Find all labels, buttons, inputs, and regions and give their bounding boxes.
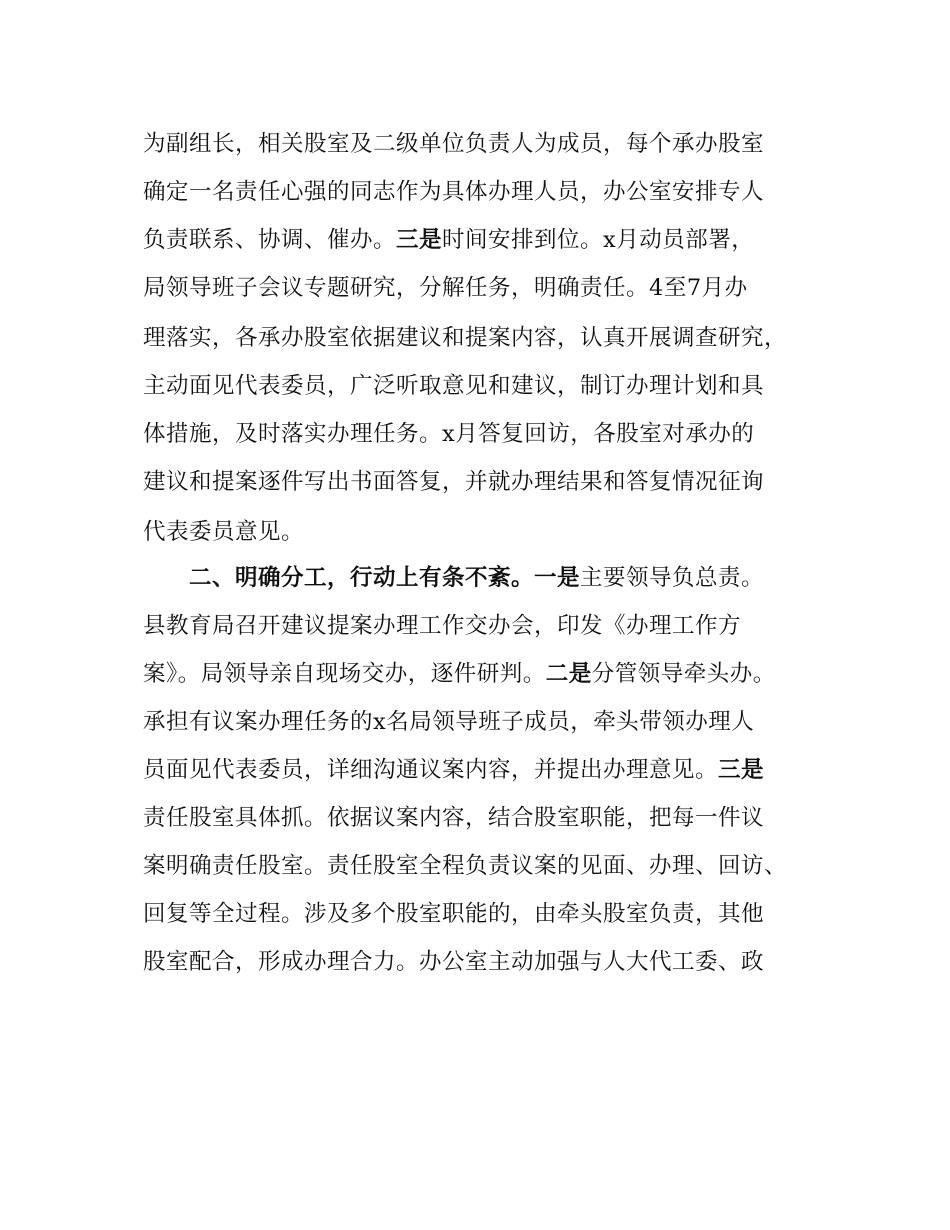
text-span: 确定一名责任心强的同志作为具体办理人员，办公室安排专人 xyxy=(143,179,765,205)
text-span: 理落实，各承办股室依据建议和提案内容，认真开展调查研究， xyxy=(143,325,788,351)
text-line xyxy=(143,606,741,646)
text-span: 承担有议案办理任务的x名局领导班子成员，牵头带领办理人 xyxy=(143,709,755,735)
text-span: 主要领导负总责。 xyxy=(580,565,765,591)
text-span: 回复等全过程。涉及多个股室职能的，由牵头股室负责，其他 xyxy=(143,901,765,927)
text-line xyxy=(143,798,764,838)
text-span: 县教育局召开建议提案办理工作交办会，印发《办理工作方 xyxy=(143,613,742,639)
section-heading-line xyxy=(189,558,764,598)
text-span: 案明确责任股室。责任股室全程负责议案的见面、办理、回访、 xyxy=(143,853,788,879)
section-heading: 二、明确分工，行动上有条不紊。一是 xyxy=(189,565,581,591)
text-span: 主动面见代表委员，广泛听取意见和建议，制订办理计划和具 xyxy=(143,373,765,399)
text-line xyxy=(143,846,787,886)
text-span: 负责联系、协调、催办。 xyxy=(143,227,397,253)
text-span: 代表委员意见。 xyxy=(143,519,305,545)
text-span: 分管领导牵头办。 xyxy=(591,661,776,687)
text-line xyxy=(143,414,754,454)
text-line xyxy=(143,654,776,694)
text-span: 体措施，及时落实办理任务。x月答复回访，各股室对承办的 xyxy=(143,421,755,447)
text-span: 建议和提案逐件写出书面答复，并就办理结果和答复情况征询 xyxy=(143,469,765,495)
text-line xyxy=(143,318,787,358)
text-span: 责任股室具体抓。依据议案内容，结合股室职能，把每一件议 xyxy=(143,805,765,831)
text-line xyxy=(143,894,764,934)
text-line xyxy=(143,750,764,790)
text-span: 员面见代表委员，详细沟通议案内容，并提出办理意见。 xyxy=(143,757,719,783)
text-span: 股室配合，形成办理合力。办公室主动加强与人大代工委、政 xyxy=(143,949,765,975)
text-line xyxy=(143,942,764,982)
text-line xyxy=(143,268,748,308)
text-span: 局领导班子会议专题研究，分解任务，明确责任。4至7月办 xyxy=(143,275,748,301)
bold-lead-text: 三是 xyxy=(396,227,443,253)
text-span: 为副组长，相关股室及二级单位负责人为成员，每个承办股室 xyxy=(143,131,765,157)
bold-lead-text: 二是 xyxy=(545,661,592,687)
text-line xyxy=(143,220,754,260)
bold-lead-text: 三是 xyxy=(718,757,765,783)
text-line xyxy=(143,462,764,502)
text-line xyxy=(143,366,764,406)
text-span: 案》。局领导亲自现场交办，逐件研判。 xyxy=(143,661,546,687)
text-line xyxy=(143,172,764,212)
text-line xyxy=(143,512,304,552)
text-span: 时间安排到位。x月动员部署， xyxy=(442,227,755,253)
text-line xyxy=(143,702,754,742)
text-line xyxy=(143,124,764,164)
